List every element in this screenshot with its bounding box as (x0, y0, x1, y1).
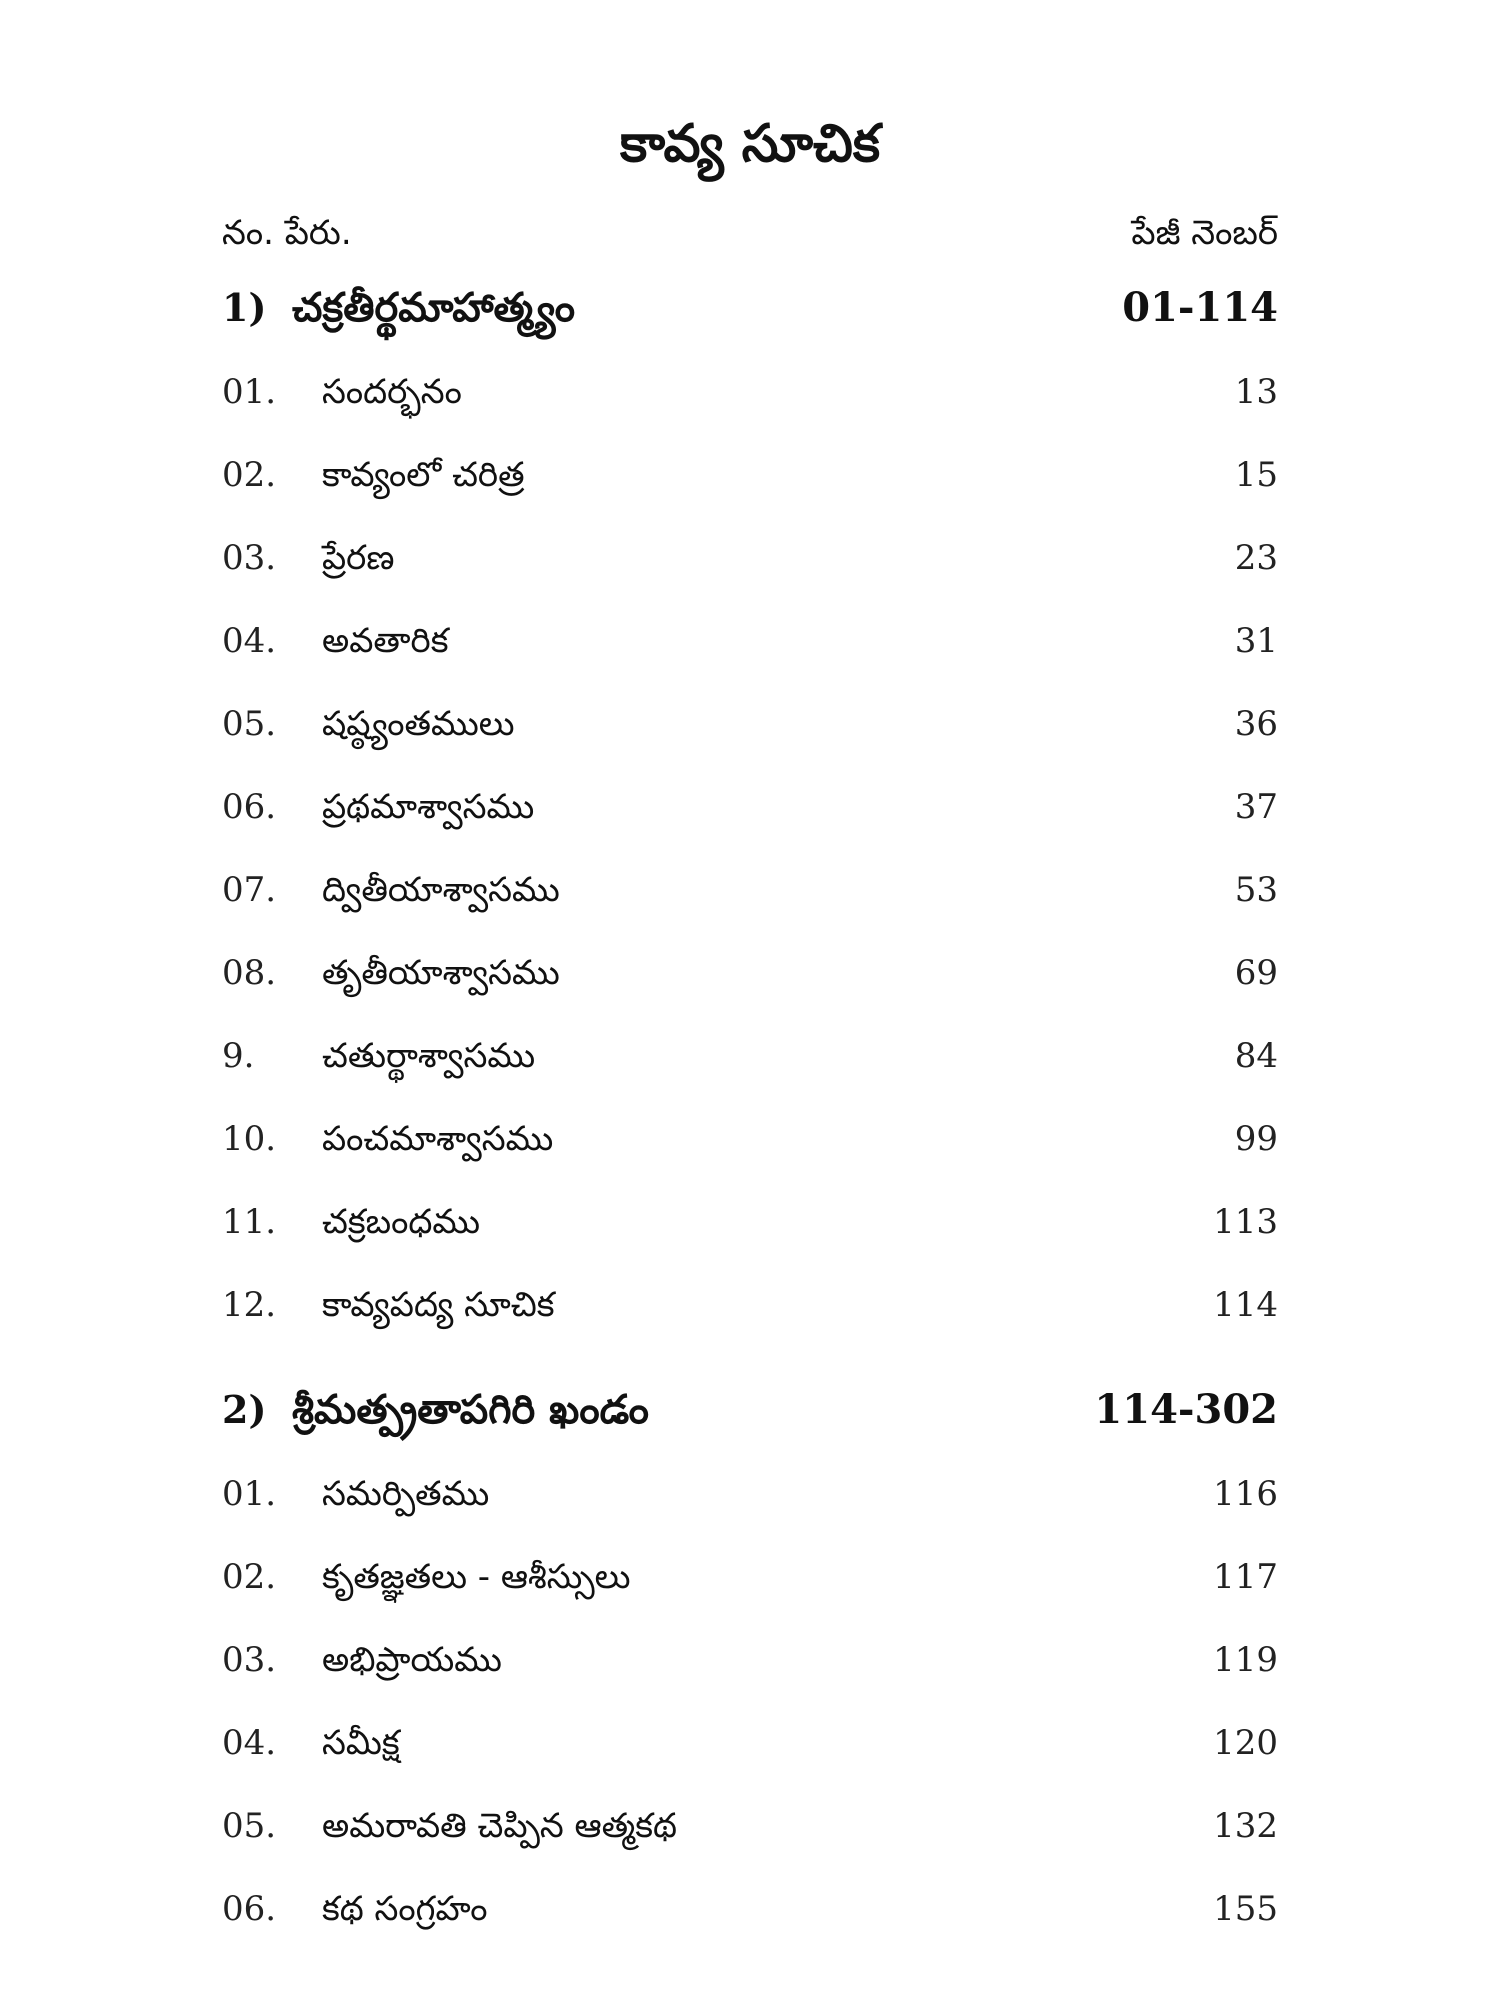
entry-number: 10. (222, 1119, 277, 1159)
toc-entry (222, 445, 1278, 505)
section-heading-1 (222, 276, 1278, 340)
entry-page: 117 (1213, 1557, 1278, 1597)
entry-title: సమర్పితము (322, 1474, 490, 1514)
entry-page: 132 (1213, 1806, 1278, 1846)
section-number: 1) (222, 285, 267, 330)
entry-title: ప్రథమాశ్వాసము (322, 787, 535, 827)
entry-page: 113 (1213, 1202, 1278, 1242)
entry-number: 05. (222, 1806, 277, 1846)
entry-number: 07. (222, 870, 277, 910)
toc-entry (222, 528, 1278, 588)
entry-title: అవతారిక (322, 621, 449, 661)
entry-number: 05. (222, 704, 277, 744)
entry-title: పంచమాశ్వాసము (322, 1119, 554, 1159)
entry-title: కావ్యపద్య సూచిక (322, 1285, 555, 1325)
entry-title: చతుర్థాశ్వాసము (322, 1036, 536, 1076)
entry-number: 12. (222, 1285, 277, 1325)
entry-title: సమీక్ష (322, 1723, 400, 1763)
entry-title: అమరావతి చెప్పిన ఆత్మకథ (322, 1806, 677, 1846)
entry-number: 04. (222, 1723, 277, 1763)
page-title: కావ్య సూచిక (619, 114, 880, 174)
entry-page: 53 (1234, 870, 1278, 910)
entry-title: అభిప్రాయము (322, 1640, 502, 1680)
entry-title: చక్రబంధము (322, 1202, 481, 1242)
toc-entry (222, 1464, 1278, 1524)
entry-page: 84 (1234, 1036, 1278, 1076)
toc-entry (222, 1879, 1278, 1939)
entry-title: కావ్యంలో చరిత్ర (322, 455, 525, 495)
entry-page: 15 (1234, 455, 1278, 495)
entry-page: 155 (1213, 1889, 1278, 1929)
toc-entry (222, 943, 1278, 1003)
toc-entry (222, 1630, 1278, 1690)
toc-entry (222, 611, 1278, 671)
toc-entry (222, 1109, 1278, 1169)
section-name: చక్రతీర్థమాహాత్మ్యం (292, 285, 575, 331)
section-page-range: 01-114 (1122, 284, 1278, 331)
toc-entry (222, 1275, 1278, 1335)
entry-number: 02. (222, 455, 277, 495)
entry-page: 13 (1234, 372, 1278, 412)
toc-entry (222, 694, 1278, 754)
entry-number: 03. (222, 538, 277, 578)
toc-entry (222, 1547, 1278, 1607)
entry-page: 23 (1234, 538, 1278, 578)
entry-title: ద్వితీయాశ్వాసము (322, 870, 560, 910)
toc-entry (222, 1026, 1278, 1086)
entry-page: 119 (1213, 1640, 1278, 1680)
entry-page: 99 (1234, 1119, 1278, 1159)
entry-number: 08. (222, 953, 277, 993)
toc-entry (222, 1796, 1278, 1856)
entry-title: షష్ఠ్యంతములు (322, 704, 515, 744)
toc-entry (222, 1713, 1278, 1773)
entry-number: 04. (222, 621, 277, 661)
entry-title: కృతజ్ఞతలు - ఆశీస్సులు (322, 1557, 631, 1597)
section-page-range: 114-302 (1094, 1386, 1278, 1433)
toc-entry (222, 777, 1278, 837)
section-number: 2) (222, 1387, 267, 1432)
entry-number: 06. (222, 787, 277, 827)
column-header-page-number: పేజీ నెంబర్ (1131, 213, 1278, 253)
column-header-serial-name: నం. పేరు. (222, 213, 352, 253)
entry-number: 06. (222, 1889, 277, 1929)
entry-number: 11. (222, 1202, 277, 1242)
entry-title: తృతీయాశ్వాసము (322, 953, 560, 993)
entry-page: 114 (1213, 1285, 1278, 1325)
entry-number: 02. (222, 1557, 277, 1597)
section-name: శ్రీమత్ప్రతాపగిరి ఖండం (292, 1387, 649, 1433)
entry-page: 31 (1234, 621, 1278, 661)
entry-title: సందర్భనం (322, 372, 462, 412)
toc-entry (222, 860, 1278, 920)
entry-page: 69 (1234, 953, 1278, 993)
toc-entry (222, 362, 1278, 422)
toc-entry (222, 1192, 1278, 1252)
entry-number: 01. (222, 372, 277, 412)
entry-title: కథ సంగ్రహం (322, 1889, 488, 1929)
entry-page: 120 (1213, 1723, 1278, 1763)
entry-title: ప్రేరణ (322, 538, 395, 578)
entry-number: 01. (222, 1474, 277, 1514)
section-heading-2 (222, 1378, 1278, 1442)
entry-page: 37 (1234, 787, 1278, 827)
entry-page: 116 (1213, 1474, 1278, 1514)
entry-number: 03. (222, 1640, 277, 1680)
entry-page: 36 (1234, 704, 1278, 744)
entry-number: 9. (222, 1036, 255, 1076)
